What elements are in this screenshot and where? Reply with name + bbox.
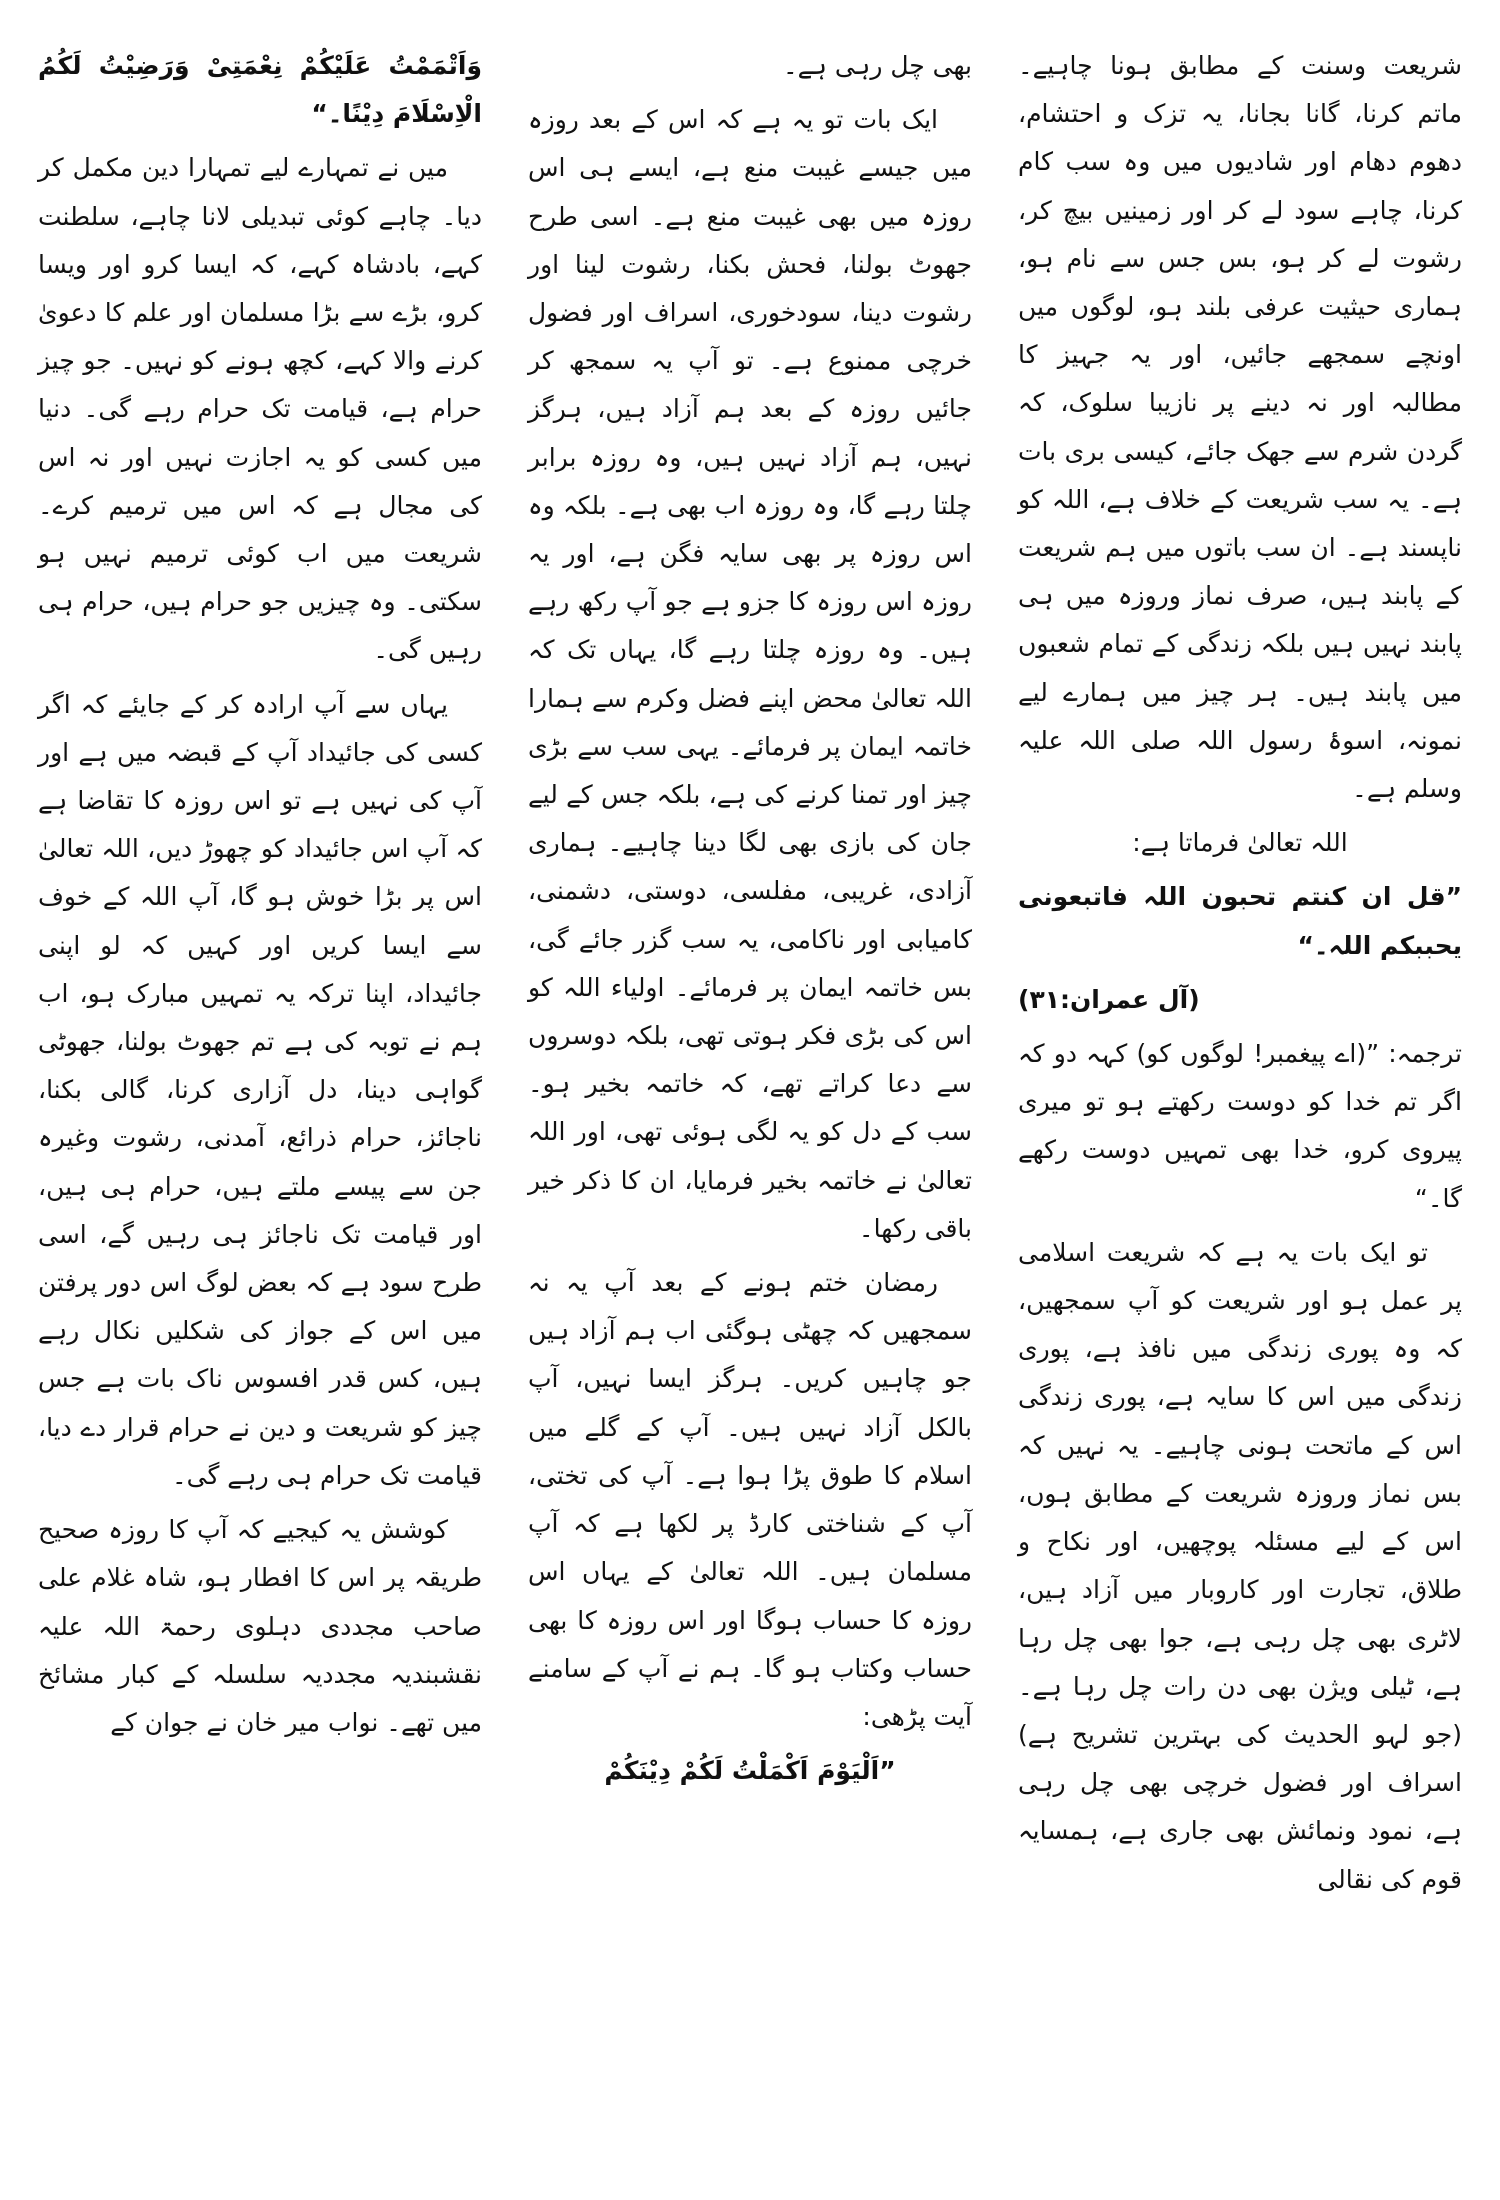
- paragraph: کوشش یہ کیجیے کہ آپ کا روزہ صحیح طریقہ پر اس کا افطار ہو، شاہ غلام علی صاحب مجددی دہلوی رحمۃ اللہ علیہ نقشبندیہ مجددیہ سلسلہ کے کبار مشائخ میں تھے۔ نواب میر خان نے جوان کے: [38, 1515, 482, 1737]
- quote-intro: اللہ تعالیٰ فرماتا ہے:: [1132, 828, 1348, 858]
- quran-verse: ”اَلْیَوْمَ اَکْمَلْتُ لَکُمْ دِیْنَکُمْ: [604, 1756, 896, 1786]
- translation: ترجمہ: ”(اے پیغمبر! لوگوں کو) کہہ دو کہ اگر تم خدا کو دوست رکھتے ہو تو میری پیروی کرو، خدا بھی تمہیں دوست رکھے گا۔“: [1018, 1039, 1462, 1213]
- column-right: [1018, 42, 1462, 2180]
- paragraph: تو ایک بات یہ ہے کہ شریعت اسلامی پر عمل ہو اور شریعت کو آپ سمجھیں، کہ وہ پوری زندگی میں نافذ ہے، پوری زندگی میں اس کا سایہ ہے، پوری زندگی اس کے ماتحت ہونی چاہیے۔ یہ نہیں کہ بس نماز وروزہ شریعت کے مطابق ہوں، اس کے لیے مسئلہ پوچھیں، اور نکاح و طلاق، تجارت اور کاروبار میں آزاد ہیں، لاٹری بھی چل رہی ہے، جوا بھی چل رہا ہے، ٹیلی ویژن بھی دن رات چل رہا ہے۔ (جو لہو الحدیث کی بہترین تشریح ہے) اسراف اور فضول خرچی بھی چل رہی ہے، نمود ونمائش بھی جاری ہے، ہمسایہ قوم کی نقالی: [1018, 1237, 1462, 1894]
- paragraph: یہاں سے آپ ارادہ کر کے جایئے کہ اگر کسی کی جائیداد آپ کے قبضہ میں ہے اور آپ کی نہیں ہے تو اس روزہ کا تقاضا ہے کہ آپ اس جائیداد کو چھوڑ دیں، اللہ تعالیٰ اس پر بڑا خوش ہو گا، آپ اللہ کے خوف سے ایسا کریں اور کہیں کہ لو اپنی جائیداد، اپنا ترکہ یہ تمہیں مبارک ہو، اب ہم نے توبہ کی ہے تم جھوٹ بولنا، جھوٹی گواہی دینا، دل آزاری کرنا، گالی بکنا، ناجائز، حرام ذرائع، آمدنی، رشوت وغیرہ جن سے پیسے ملتے ہیں، حرام ہی ہیں، اور قیامت تک ناجائز ہی رہیں گے، اسی طرح سود ہے کہ بعض لوگ اس دور پرفتن میں اس کے جواز کی شکلیں نکال رہے ہیں، کس قدر افسوس ناک بات ہے جس چیز کو شریعت و دین نے حرام قرار دے دیا، قیامت تک حرام ہی رہے گی۔: [38, 689, 482, 1490]
- paragraph: میں نے تمہارے لیے تمہارا دین مکمل کر دیا۔ چاہے کوئی تبدیلی لانا چاہے، سلطنت کہے، بادشاہ کہے، کہ ایسا کرو اور ویسا کرو، بڑے سے بڑا مسلمان اور علم کا دعویٰ کرنے والا کہے، کچھ ہونے کو نہیں۔ جو چیز حرام ہے، قیامت تک حرام رہے گی۔ دنیا میں کسی کو یہ اجازت نہیں اور نہ اس کی مجال ہے کہ اس میں ترمیم کرے۔ شریعت میں اب کوئی ترمیم نہیں ہو سکتی۔ وہ چیزیں جو حرام ہیں، حرام ہی رہیں گی۔: [38, 153, 482, 665]
- verse-citation: (آل عمران:۳۱): [1018, 984, 1200, 1014]
- paragraph: رمضان ختم ہونے کے بعد آپ یہ نہ سمجھیں کہ چھٹی ہوگئی اب ہم آزاد ہیں جو چاہیں کریں۔ ہرگز ایسا نہیں، آپ بالکل آزاد نہیں ہیں۔ آپ کے گلے میں اسلام کا طوق پڑا ہوا ہے۔ آپ کی تختی، آپ کے شناختی کارڈ پر لکھا ہے کہ آپ مسلمان ہیں۔ اللہ تعالیٰ کے یہاں اس روزہ کا حساب ہوگا اور اس روزہ کا بھی حساب وکتاب ہو گا۔ ہم نے آپ کے سامنے آیت پڑھی:: [528, 1268, 972, 1731]
- paragraph: بھی چل رہی ہے۔: [782, 51, 972, 80]
- paragraph: ایک بات تو یہ ہے کہ اس کے بعد روزہ میں جیسے غیبت منع ہے، ایسے ہی اس روزہ میں بھی غیبت منع ہے۔ اسی طرح جھوٹ بولنا، فحش بکنا، رشوت لینا اور رشوت دینا، سودخوری، اسراف اور فضول خرچی ممنوع ہے۔ تو آپ یہ سمجھ کر جائیں روزہ کے بعد ہم آزاد ہیں، ہرگز نہیں، ہم آزاد نہیں ہیں، وہ روزہ برابر چلتا رہے گا، وہ روزہ اب بھی ہے۔ بلکہ وہ اس روزہ پر بھی سایہ فگن ہے، اور یہ روزہ اس روزہ کا جزو ہے جو آپ رکھ رہے ہیں۔ وہ روزہ چلتا رہے گا، یہاں تک کہ اللہ تعالیٰ محض اپنے فضل وکرم سے ہمارا خاتمہ ایمان پر فرمائے۔ یہی سب سے بڑی چیز اور تمنا کرنے کی ہے، بلکہ جس کے لیے جان کی بازی بھی لگا دینا چاہیے۔ ہماری آزادی، غریبی، مفلسی، دوستی، دشمنی، کامیابی اور ناکامی، یہ سب گزر جائے گی، بس خاتمہ ایمان پر فرمائے۔ اولیاء اللہ کو اس کی بڑی فکر ہوتی تھی، بلکہ دوسروں سے دعا کراتے تھے، کہ خاتمہ بخیر ہو۔ سب کے دل کو یہ لگی ہوئی تھی، اور اللہ تعالیٰ نے خاتمہ بخیر فرمایا، ان کا ذکر خیر باقی رکھا۔: [528, 105, 972, 1243]
- paragraph: شریعت وسنت کے مطابق ہونا چاہیے۔ ماتم کرنا، گانا بجانا، یہ تزک و احتشام، دھوم دھام اور شادیوں میں وہ سب کام کرنا، چاہے سود لے کر اور زمینیں بیچ کر، رشوت لے کر ہو، بس جس سے نام ہو، ہماری حیثیت عرفی بلند ہو، لوگوں میں اونچے سمجھے جائیں، اور یہ جہیز کا مطالبہ اور نہ دینے پر نازیبا سلوک، کہ گردن شرم سے جھک جائے، کیسی بری بات ہے۔ یہ سب شریعت کے خلاف ہے، اللہ کو ناپسند ہے۔ ان سب باتوں میں ہم شریعت کے پابند ہیں، صرف نماز وروزہ میں ہی پابند نہیں ہیں بلکہ زندگی کے تمام شعبوں میں پابند ہیں۔ ہر چیز میں ہمارے لیے نمونہ، اسوۂ رسول اللہ صلی اللہ علیہ وسلم ہے۔: [1018, 51, 1462, 804]
- quran-verse: وَاَتْمَمْتُ عَلَیْکُمْ نِعْمَتِیْ وَرَضِیْتُ لَکُمُ الْاِسْلَامَ دِیْنًا۔“: [38, 51, 482, 129]
- quran-verse: ”قل ان کنتم تحبون اللہ فاتبعونی یحببکم اللہ۔“: [1018, 882, 1462, 960]
- column-left: [38, 42, 482, 2180]
- column-middle: [528, 42, 972, 2180]
